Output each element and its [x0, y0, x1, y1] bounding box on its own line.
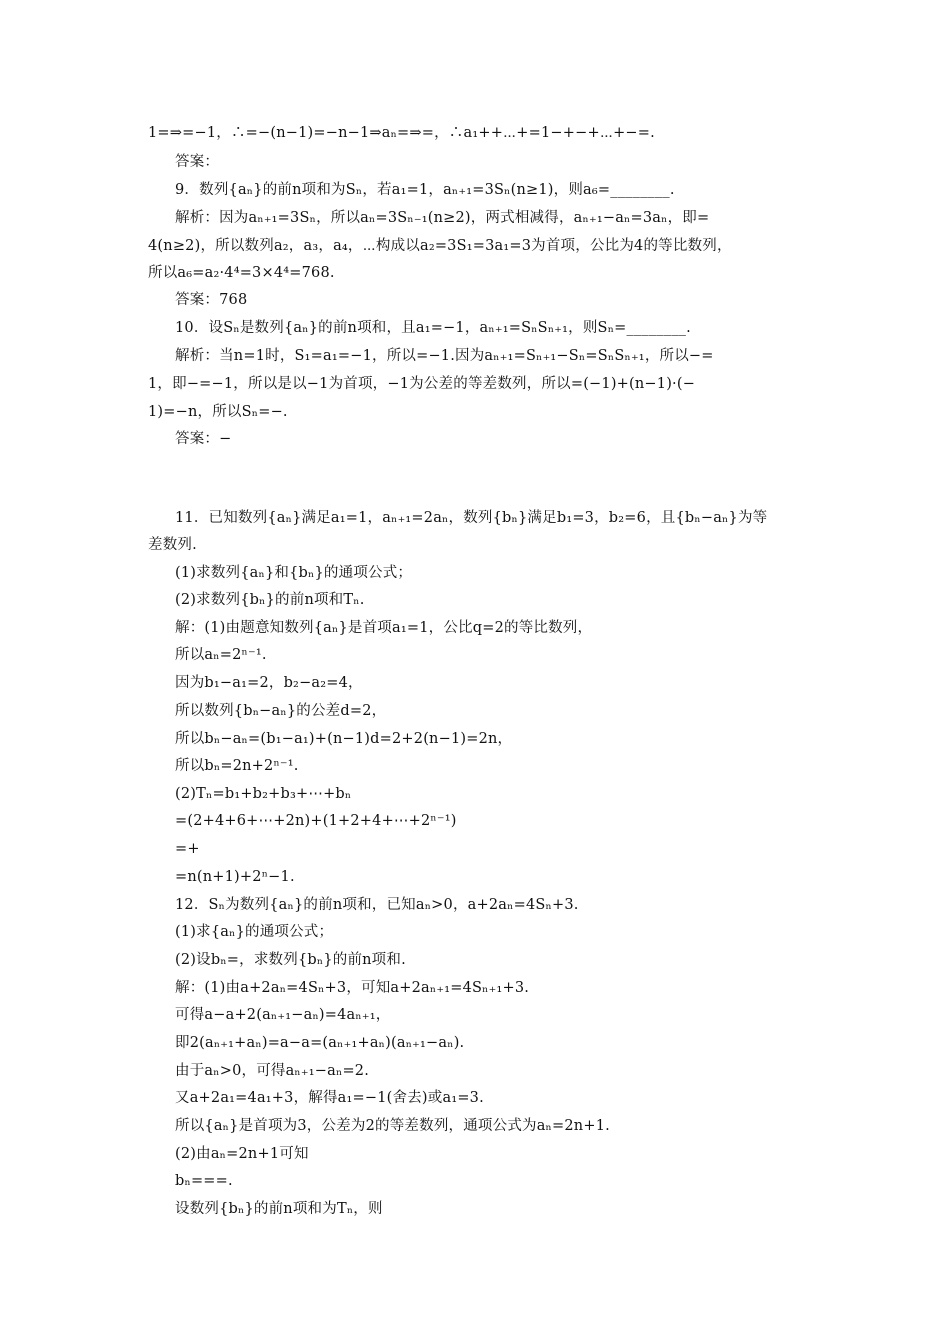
text-line: 设数列{bₙ}的前n项和为Tₙ，则 — [175, 1201, 383, 1217]
text-line: 解析：因为aₙ₊₁=3Sₙ，所以aₙ=3Sₙ₋₁(n≥2)，两式相减得，aₙ₊₁−aₙ=3aₙ，即= — [175, 210, 710, 226]
text-line: 可得a−a+2(aₙ₊₁−aₙ)=4aₙ₊₁， — [175, 1007, 391, 1023]
text-line: (1)求数列{aₙ}和{bₙ}的通项公式； — [175, 565, 413, 581]
text-line: 1)=−n，所以Sₙ=−. — [148, 404, 288, 420]
text-line: 所以a₆=a₂·4⁴=3×4⁴=768. — [148, 265, 335, 281]
question-11: 11．已知数列{aₙ}满足a₁=1，aₙ₊₁=2aₙ，数列{bₙ}满足b₁=3，b₂=6，且{bₙ−aₙ}为等 — [175, 510, 768, 526]
text-line: (2)求数列{bₙ}的前n项和Tₙ. — [175, 592, 365, 608]
text-line: 由于aₙ>0，可得aₙ₊₁−aₙ=2. — [175, 1063, 370, 1079]
text-line: (2)Tₙ=b₁+b₂+b₃+⋯+bₙ — [175, 786, 352, 802]
text-line: 所以{aₙ}是首项为3，公差为2的等差数列，通项公式为aₙ=2n+1. — [175, 1118, 610, 1134]
answer-label: 答案： — [175, 154, 220, 170]
text-line: 1=⇒=−1，∴=−(n−1)=−n−1⇒aₙ=⇒=，∴a₁++⋯+=1−+−+⋯+−=. — [148, 125, 655, 141]
answer-label: 答案：768 — [175, 292, 248, 308]
text-line: 所以aₙ=2ⁿ⁻¹. — [175, 647, 267, 663]
text-line: =(2+4+6+⋯+2n)+(1+2+4+⋯+2ⁿ⁻¹) — [175, 813, 457, 829]
text-line: 4(n≥2)，所以数列a₂，a₃，a₄，⋯构成以a₂=3S₁=3a₁=3为首项，公比为4的等比数列， — [148, 238, 732, 254]
text-line: bₙ===. — [175, 1173, 233, 1189]
text-line: =n(n+1)+2ⁿ−1. — [175, 869, 295, 885]
text-line: 解析：当n=1时，S₁=a₁=−1，所以=−1.因为aₙ₊₁=Sₙ₊₁−Sₙ=SₙSₙ₊₁，所以−= — [175, 348, 714, 364]
text-line: 所以bₙ=2n+2ⁿ⁻¹. — [175, 758, 299, 774]
text-line: 即2(aₙ₊₁+aₙ)=a−a=(aₙ₊₁+aₙ)(aₙ₊₁−aₙ). — [175, 1035, 465, 1051]
text-line: 差数列. — [148, 537, 197, 553]
question-9: 9．数列{aₙ}的前n项和为Sₙ，若a₁=1，aₙ₊₁=3Sₙ(n≥1)，则a₆=________. — [175, 182, 675, 198]
text-line: 因为b₁−a₁=2，b₂−a₂=4， — [175, 675, 363, 691]
text-line: (2)设bₙ=，求数列{bₙ}的前n项和. — [175, 952, 406, 968]
text-line: (2)由aₙ=2n+1可知 — [175, 1146, 309, 1162]
text-line: (1)求{aₙ}的通项公式； — [175, 924, 334, 940]
question-12: 12．Sₙ为数列{aₙ}的前n项和，已知aₙ>0，a+2aₙ=4Sₙ+3. — [175, 897, 579, 913]
text-line: =+ — [175, 841, 200, 857]
text-line: 解：(1)由题意知数列{aₙ}是首项a₁=1，公比q=2的等比数列， — [175, 620, 593, 636]
text-line: 1，即−=−1，所以是以−1为首项，−1为公差的等差数列，所以=(−1)+(n−1)·(− — [148, 376, 696, 392]
text-line: 又a+2a₁=4a₁+3，解得a₁=−1(舍去)或a₁=3. — [175, 1090, 484, 1106]
text-line: 所以数列{bₙ−aₙ}的公差d=2， — [175, 703, 387, 719]
text-line: 所以bₙ−aₙ=(b₁−a₁)+(n−1)d=2+2(n−1)=2n， — [175, 731, 513, 747]
text-line: 解：(1)由a+2aₙ=4Sₙ+3，可知a+2aₙ₊₁=4Sₙ₊₁+3. — [175, 980, 530, 996]
answer-label: 答案：− — [175, 431, 232, 447]
question-10: 10．设Sₙ是数列{aₙ}的前n项和，且a₁=−1，aₙ₊₁=SₙSₙ₊₁，则Sₙ=________. — [175, 320, 691, 336]
